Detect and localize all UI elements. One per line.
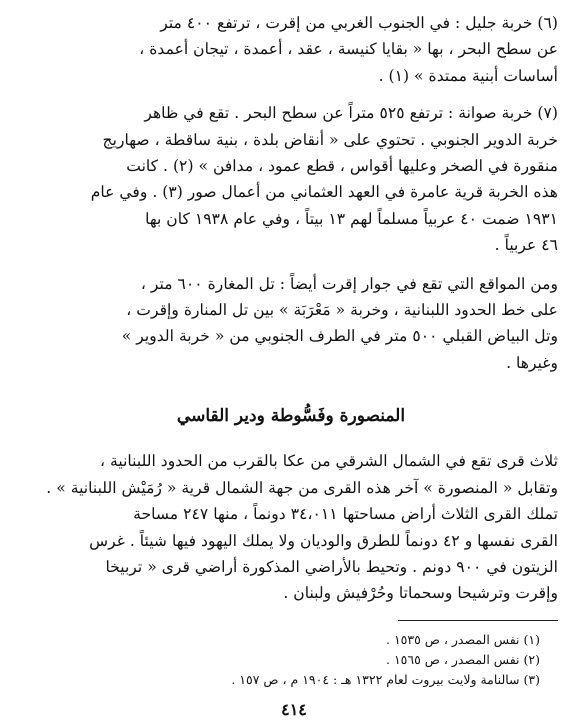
footnote-divider	[398, 620, 558, 621]
text-line: وإقرت وترشيحا وسحماتا وحُرْفيش ولبنان .	[283, 584, 558, 603]
paragraph-three-villages	[24, 448, 558, 606]
footnote-item: (٢) نفس المصدر ، ص ١٥٦٥ .	[386, 652, 540, 667]
footnote-item: (٣) سالنامة ولايت بيروت لعام ١٣٢٢ هـ : ١٩٠٤ م ، ص ١٥٧ .	[231, 672, 540, 687]
text-line: وغيرها .	[506, 353, 558, 372]
paragraph-khirbet-jalil	[24, 10, 558, 89]
text-line: ١٩٣١ ضمت ٤٠ عربياً مسلماً لهم ١٣ بيتاً ، وفي عام ١٩٣٨ كان بها	[145, 209, 558, 228]
footnotes	[20, 630, 540, 690]
page-number: ٤١٤	[281, 700, 307, 719]
text-line: الزيتون في ٩٠٠ دونم . وتحيط بالأراضي المذكورة أراضي قرى « تربيخا	[105, 557, 558, 576]
text-line: خربة الدوير الجنوبي . تحتوي على « أنقاض بلدة ، بنية ساقطة ، صهاريج	[102, 130, 558, 149]
footnote-item: (١) نفس المصدر ، ص ١٥٣٥ .	[386, 632, 540, 647]
text-line: عن سطح البحر ، بها « بقايا كنيسة ، عقد ، أعمدة ، تيجان أعمدة ،	[139, 40, 558, 59]
text-line: القرى نفسها و ٤٢ دونماً للطرق والوديان ولا يملك اليهود فيها شيئاً . غرس	[89, 531, 558, 550]
text-line: أساسات أبنية ممتدة » (١) .	[378, 66, 558, 85]
text-line: هذه الخربة قرية عامرة في العهد العثماني من أعمال صور (٣) . وفي عام	[90, 183, 558, 202]
text-line: وتل البياض القبلي ٥٠٠ متر في الطرف الجنوبي من « خربة الدوير »	[121, 327, 558, 346]
paragraph-khirbet-sawana	[24, 100, 558, 258]
text-line: على خط الحدود اللبنانية ، وخربة « مَعْرَبَة » بين تل المنارة وإقرت ،	[126, 301, 558, 320]
text-line: منقورة في الصخر وعليها أقواس ، قطع عمود ، مدافن » (٢) . كانت	[126, 157, 558, 176]
text-line: ٤٦ عربياً .	[494, 236, 558, 255]
text-line: (٧) خربة صوانة : ترتفع ٥٢٥ متراً عن سطح البحر . تقع في ظاهر	[144, 104, 558, 123]
text-line: وتقابل « المنصورة » آخر هذه القرى من جهة الشمال قرية « رُمَيْش اللبنانية » .	[46, 478, 558, 497]
section-heading: المنصورة وفَسُّوطة ودير القاسي	[176, 406, 406, 427]
text-line: ومن المواقع التي تقع في جوار إقرت أيضاً : تل المغارة ٦٠٠ متر ،	[140, 274, 558, 293]
text-line: (٦) خربة جليل : في الجنوب الغربي من إقرت ، ترتفع ٤٠٠ متر	[160, 14, 558, 32]
text-line: تملك القرى الثلاث أراض مساحتها ٣٤،٠١١ دونماً ، منها ٢٤٧ مساحة	[133, 505, 558, 524]
text-line: ثلاث قرى تقع في الشمال الشرقي من عكا بالقرب من الحدود اللبنانية ،	[100, 452, 558, 471]
paragraph-nearby-sites	[24, 271, 558, 377]
